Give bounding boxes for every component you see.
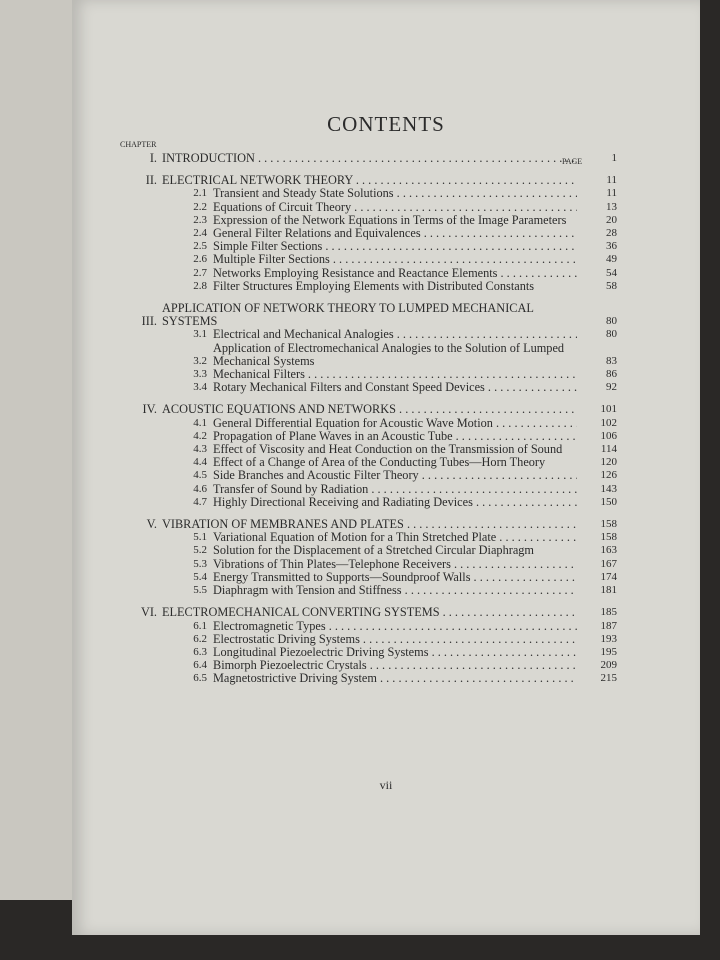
section-entry <box>117 430 617 443</box>
chapter-number: VI. <box>140 605 157 620</box>
section-page: 174 <box>600 570 617 583</box>
section-page: 106 <box>600 429 617 442</box>
chapter-number: V. <box>146 517 157 532</box>
section-page: 209 <box>600 659 617 672</box>
section-title: Diaphragm with Tension and Stiffness . . . <box>213 584 577 597</box>
section-entry <box>117 227 617 240</box>
section-title: Highly Directional Receiving and Radiating Devices . . . <box>213 496 577 509</box>
section-number: 2.1 <box>193 187 207 200</box>
section-page: 54 <box>606 266 617 279</box>
section-entry <box>117 571 617 584</box>
section-number: 6.4 <box>193 659 207 672</box>
section-entry <box>117 214 617 227</box>
section-title: Transfer of Sound by Radiation . . . <box>213 483 577 496</box>
section-entry <box>117 417 617 430</box>
section-page: 114 <box>600 443 617 456</box>
chapter-page: 80 <box>606 315 617 328</box>
section-page: 58 <box>606 279 617 292</box>
section-number: 3.4 <box>193 381 207 394</box>
section-title: Vibrations of Thin Plates—Telephone Receivers . . . <box>213 558 577 571</box>
section-page: 167 <box>600 557 617 570</box>
section-title: Energy Transmitted to Supports—Soundproof Walls . . . <box>213 571 577 584</box>
chapter-title: APPLICATION OF NETWORK THEORY TO LUMPED MECHANICAL SYSTEMS <box>162 302 534 329</box>
section-entry <box>117 672 617 685</box>
section-entry <box>117 280 617 293</box>
section-title: Effect of Viscosity and Heat Conduction on the Transmission of Sound <box>213 443 563 457</box>
section-entry <box>117 381 617 394</box>
section-number: 6.1 <box>193 619 207 632</box>
section-page: 83 <box>606 354 617 367</box>
chapter-entry <box>117 152 617 165</box>
section-entry <box>117 633 617 646</box>
chapter-title: ELECTROMECHANICAL CONVERTING SYSTEMS . . . <box>162 606 577 619</box>
section-number: 4.3 <box>193 443 207 456</box>
section-number: 4.5 <box>193 469 207 482</box>
section-number: 5.4 <box>193 570 207 583</box>
section-page: 150 <box>600 495 617 508</box>
section-number: 3.2 <box>193 354 207 367</box>
section-page: 187 <box>600 619 617 632</box>
section-title: Equations of Circuit Theory . . . <box>213 201 577 214</box>
section-title: Electrical and Mechanical Analogies . . . <box>213 328 577 341</box>
chapter-column-label: CHAPTER <box>120 140 157 149</box>
chapter-page: 158 <box>600 518 617 531</box>
chapter-title: VIBRATION OF MEMBRANES AND PLATES . . . <box>162 518 577 531</box>
section-entry <box>117 584 617 597</box>
section-page: 158 <box>600 531 617 544</box>
chapter-title: INTRODUCTION . . . <box>162 152 577 165</box>
section-entry <box>117 544 617 557</box>
section-number: 4.6 <box>193 482 207 495</box>
section-page: 13 <box>606 200 617 213</box>
section-number: 5.1 <box>193 531 207 544</box>
page-title: CONTENTS <box>327 112 445 136</box>
chapter-title: ELECTRICAL NETWORK THEORY . . . <box>162 174 577 187</box>
section-title: Electromagnetic Types . . . <box>213 620 577 633</box>
section-entry <box>117 558 617 571</box>
section-title: Solution for the Displacement of a Stretched Circular Diaphragm <box>213 544 534 558</box>
section-title: Rotary Mechanical Filters and Constant Speed Devices . . . <box>213 381 577 394</box>
section-entry <box>117 496 617 509</box>
section-title: Networks Employing Resistance and Reactance Elements . . . <box>213 267 577 280</box>
section-title: Magnetostrictive Driving System . . . <box>213 672 577 685</box>
section-page: 11 <box>606 187 617 200</box>
chapter-number: III. <box>141 314 157 329</box>
section-number: 2.6 <box>193 253 207 266</box>
section-number: 6.5 <box>193 672 207 685</box>
section-number: 2.7 <box>193 266 207 279</box>
section-entry <box>117 240 617 253</box>
chapter-entry <box>117 302 617 328</box>
section-entry <box>117 342 617 368</box>
section-entry <box>117 328 617 341</box>
section-number: 3.1 <box>193 328 207 341</box>
section-entry <box>117 531 617 544</box>
section-entry <box>117 253 617 266</box>
section-title: Application of Electromechanical Analogies to the Solution of Lumped Mechanical Systems <box>213 341 565 368</box>
section-page: 181 <box>600 584 617 597</box>
section-number: 2.5 <box>193 240 207 253</box>
chapter-page: 11 <box>606 174 617 187</box>
section-number: 5.3 <box>193 557 207 570</box>
section-number: 3.3 <box>193 368 207 381</box>
section-title: Longitudinal Piezoelectric Driving Systems . . . <box>213 646 577 659</box>
chapter-number: IV. <box>142 402 157 417</box>
section-entry <box>117 646 617 659</box>
section-number: 5.2 <box>193 544 207 557</box>
section-entry <box>117 620 617 633</box>
section-title: Variational Equation of Motion for a Thin Stretched Plate . . . <box>213 531 577 544</box>
left-page-edge <box>0 0 80 900</box>
section-number: 5.5 <box>193 584 207 597</box>
section-page: 143 <box>600 482 617 495</box>
page-folio: vii <box>379 778 393 792</box>
section-title: Propagation of Plane Waves in an Acoustic Tube . . . <box>213 430 577 443</box>
chapter-number: I. <box>149 151 157 165</box>
section-page: 92 <box>606 381 617 394</box>
section-entry <box>117 368 617 381</box>
section-entry <box>117 201 617 214</box>
section-title: Transient and Steady State Solutions . . . <box>213 187 577 200</box>
section-title: General Differential Equation for Acoustic Wave Motion . . . <box>213 417 577 430</box>
page-column-label: PAGE <box>562 157 583 166</box>
chapter-page: 185 <box>600 606 617 619</box>
section-entry <box>117 456 617 469</box>
chapter-page: 101 <box>600 403 617 416</box>
section-title: Electrostatic Driving Systems . . . <box>213 633 577 646</box>
section-entry <box>117 483 617 496</box>
section-number: 4.7 <box>193 495 207 508</box>
section-page: 49 <box>606 253 617 266</box>
chapter-entry <box>117 403 617 416</box>
chapter-number: II. <box>145 173 157 188</box>
chapter-title: ACOUSTIC EQUATIONS AND NETWORKS . . . <box>162 403 577 416</box>
section-number: 4.1 <box>193 416 207 429</box>
section-title: Side Branches and Acoustic Filter Theory . . . <box>213 469 577 482</box>
section-page: 120 <box>600 456 617 469</box>
section-title: Effect of a Change of Area of the Conducting Tubes—Horn Theory <box>213 456 546 470</box>
section-entry <box>117 659 617 672</box>
section-number: 6.3 <box>193 645 207 658</box>
section-page: 80 <box>606 328 617 341</box>
section-page: 36 <box>606 240 617 253</box>
chapter-entry <box>117 606 617 619</box>
section-page: 193 <box>600 632 617 645</box>
section-entry <box>117 443 617 456</box>
section-page: 195 <box>600 645 617 658</box>
section-number: 2.4 <box>193 227 207 240</box>
section-number: 4.2 <box>193 429 207 442</box>
section-title: Multiple Filter Sections . . . <box>213 253 577 266</box>
section-title: General Filter Relations and Equivalences . . . <box>213 227 577 240</box>
section-page: 126 <box>600 469 617 482</box>
chapter-entry <box>117 174 617 187</box>
section-page: 163 <box>600 544 617 557</box>
section-entry <box>117 469 617 482</box>
section-number: 4.4 <box>193 456 207 469</box>
section-number: 2.3 <box>193 213 207 226</box>
section-title: Bimorph Piezoelectric Crystals . . . <box>213 659 577 672</box>
section-page: 102 <box>600 416 617 429</box>
section-page: 86 <box>606 368 617 381</box>
section-title: Expression of the Network Equations in Terms of the Image Parameters <box>213 213 567 227</box>
section-title: Mechanical Filters . . . <box>213 368 577 381</box>
table-of-contents <box>117 146 617 686</box>
section-entry <box>117 187 617 200</box>
section-entry <box>117 267 617 280</box>
section-title: Filter Structures Employing Elements with Distributed Constants <box>213 279 535 293</box>
section-number: 6.2 <box>193 632 207 645</box>
chapter-page: 1 <box>611 152 617 164</box>
section-page: 215 <box>600 672 617 685</box>
section-number: 2.2 <box>193 200 207 213</box>
chapter-entry <box>117 518 617 531</box>
book-page <box>72 0 700 935</box>
section-number: 2.8 <box>193 279 207 292</box>
section-page: 28 <box>606 227 617 240</box>
section-title: Simple Filter Sections . . . <box>213 240 577 253</box>
section-page: 20 <box>606 213 617 226</box>
